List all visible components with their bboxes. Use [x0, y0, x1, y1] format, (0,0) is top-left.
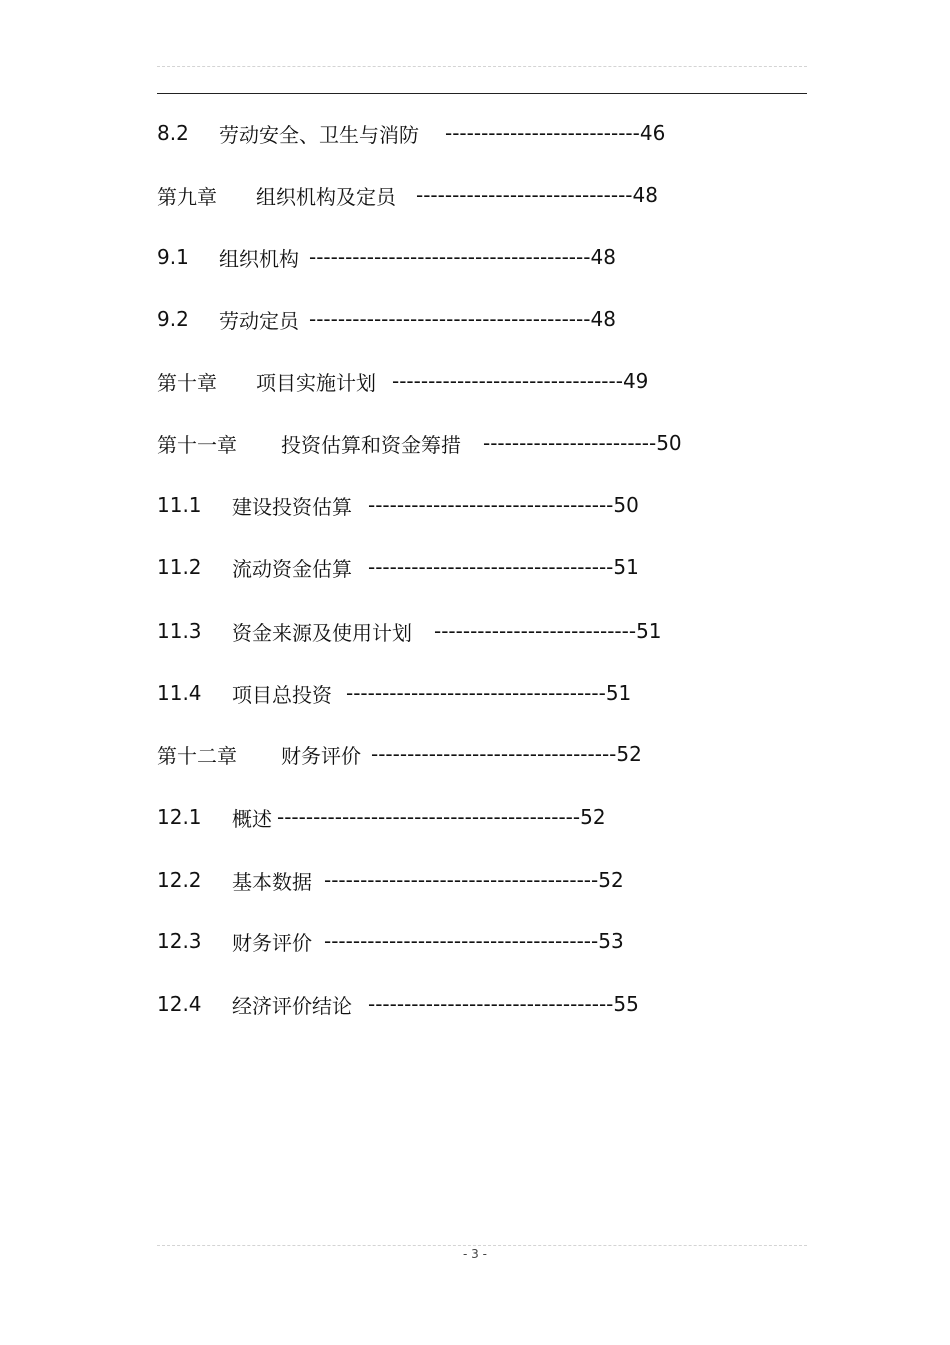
- toc-title: 项目实施计划: [256, 370, 376, 395]
- toc-number: 第九章: [157, 184, 217, 209]
- toc-leader: ---------------------------------------: [309, 245, 591, 269]
- toc-leader: ----------------------------------: [371, 742, 617, 766]
- toc-number: 12.4: [157, 992, 202, 1016]
- page-number: - 3 -: [463, 1247, 487, 1261]
- toc-title: 基本数据: [232, 869, 312, 894]
- toc-entry[interactable]: [157, 926, 624, 956]
- toc-leader: --------------------------------------: [324, 929, 599, 953]
- toc-entry[interactable]: [157, 678, 631, 708]
- toc-entry[interactable]: [157, 552, 639, 582]
- toc-entry[interactable]: [157, 865, 624, 895]
- toc-title: 流动资金估算: [232, 556, 352, 581]
- toc-page: 48: [590, 307, 616, 331]
- toc-page: 52: [616, 742, 642, 766]
- toc-page: 50: [613, 493, 639, 517]
- toc-page: 49: [622, 369, 649, 393]
- toc-number: 8.2: [157, 121, 189, 145]
- toc-page: 46: [639, 121, 666, 145]
- toc-number: 11.4: [157, 681, 202, 705]
- toc-entry[interactable]: [157, 366, 648, 396]
- toc-leader: ------------------------------: [416, 183, 633, 207]
- toc-entry[interactable]: [157, 118, 665, 148]
- toc-leader: ----------------------------------: [368, 555, 614, 579]
- toc-entry[interactable]: [157, 616, 662, 646]
- toc-number: 12.1: [157, 805, 202, 829]
- toc-number: 11.2: [157, 555, 202, 579]
- toc-title: 项目总投资: [232, 682, 332, 707]
- toc-number: 第十一章: [157, 432, 237, 457]
- toc-entry[interactable]: [157, 242, 616, 272]
- toc-entry[interactable]: [157, 802, 606, 832]
- toc-title: 资金来源及使用计划: [232, 620, 412, 645]
- toc-title: 财务评价: [232, 930, 312, 955]
- toc-entry[interactable]: [157, 989, 639, 1019]
- toc-leader: ------------------------------------: [346, 681, 606, 705]
- toc-leader: ---------------------------------------: [309, 307, 591, 331]
- toc-number: 11.1: [157, 493, 202, 517]
- toc-number: 9.1: [157, 245, 189, 269]
- toc-title: 财务评价: [281, 743, 361, 768]
- toc-entry[interactable]: [157, 180, 658, 210]
- toc-number: 第十二章: [157, 743, 237, 768]
- toc-title: 劳动安全、卫生与消防: [219, 122, 419, 147]
- toc-title: 劳动定员: [219, 308, 299, 333]
- toc-title: 组织机构及定员: [256, 184, 396, 209]
- header-dashed-rule: [157, 66, 807, 67]
- toc-number: 12.3: [157, 929, 202, 953]
- header-rule: [157, 93, 807, 94]
- toc-page: 51: [613, 555, 639, 579]
- toc-title: 投资估算和资金筹措: [281, 432, 461, 457]
- toc-page: 48: [632, 183, 658, 207]
- toc-title: 概述: [232, 806, 272, 831]
- footer-dashed-rule: [157, 1245, 807, 1246]
- toc-leader: ------------------------------------------: [277, 805, 581, 829]
- toc-number: 第十章: [157, 370, 217, 395]
- toc-page: 52: [580, 805, 606, 829]
- toc-leader: ----------------------------------: [368, 493, 614, 517]
- toc-page: 53: [598, 929, 624, 953]
- toc-leader: --------------------------------: [392, 369, 623, 393]
- toc-leader: ----------------------------: [434, 619, 637, 643]
- toc-page: 52: [598, 868, 624, 892]
- toc-page: 55: [613, 992, 639, 1016]
- toc-leader: ---------------------------: [445, 121, 640, 145]
- toc-page: 48: [590, 245, 616, 269]
- toc-number: 12.2: [157, 868, 202, 892]
- toc-leader: ----------------------------------: [368, 992, 614, 1016]
- toc-leader: --------------------------------------: [324, 868, 599, 892]
- toc-title: 组织机构: [219, 246, 299, 271]
- toc-entry[interactable]: [157, 739, 642, 769]
- toc-number: 11.3: [157, 619, 202, 643]
- toc-title: 经济评价结论: [232, 993, 352, 1018]
- toc-title: 建设投资估算: [232, 494, 352, 519]
- toc-page: 51: [605, 681, 632, 705]
- toc-entry[interactable]: [157, 304, 616, 334]
- toc-entry[interactable]: [157, 428, 682, 458]
- toc-leader: ------------------------: [483, 431, 657, 455]
- toc-page: 51: [636, 619, 662, 643]
- toc-entry[interactable]: [157, 490, 639, 520]
- toc-number: 9.2: [157, 307, 189, 331]
- toc-page: 50: [656, 431, 682, 455]
